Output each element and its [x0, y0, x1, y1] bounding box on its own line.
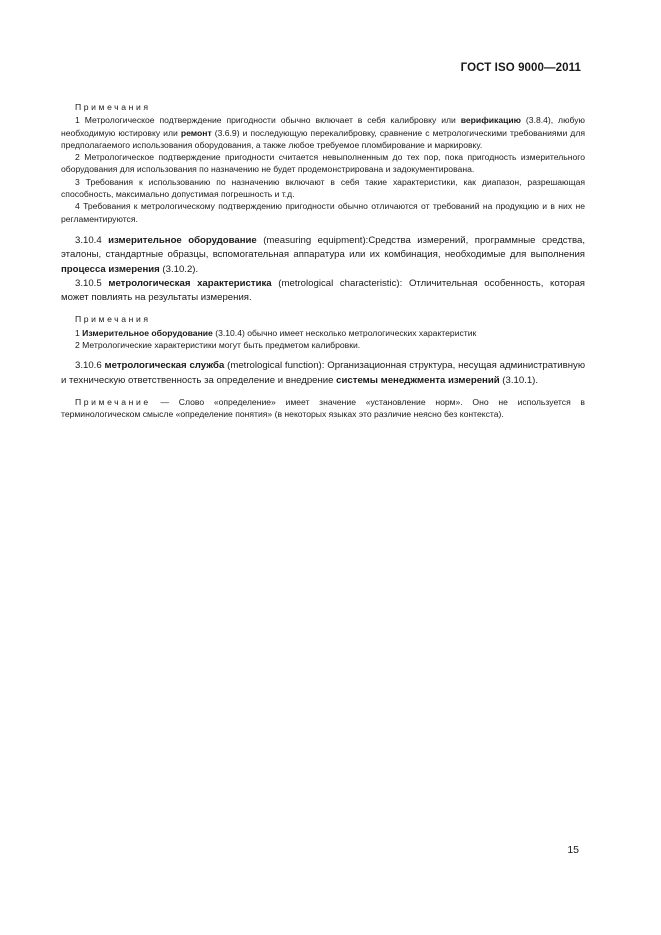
- term-3-10-5: [61, 277, 585, 306]
- term-definition: (3.10.1).: [499, 374, 539, 386]
- term-english: (measuring equipment):: [256, 234, 369, 246]
- term-reference: верификацию: [460, 115, 522, 126]
- note-paragraph-2: 2 Метрологическое подтверждение пригодности считается невыполненным до тех пор, пока пригодность измерительного оборудования для использования по назначению не будет продемонстрирована и задокументирована.: [61, 152, 585, 175]
- term-definition: Средства измерений, программные средства, эталоны, стандартные образцы, вспомогательная аппаратура или их комбинация, необходимые для выполнения: [61, 234, 585, 261]
- term-reference: системы менеджмента измерений: [336, 374, 500, 386]
- page-content: [61, 101, 585, 421]
- term-definition: (3.10.2).: [159, 263, 199, 275]
- term-3-10-4: [61, 234, 585, 277]
- final-note: [61, 396, 585, 421]
- term-english: (metrological characteristic):: [271, 277, 409, 289]
- note-label: Примечание: [75, 396, 151, 407]
- note-text: (3.10.4) обычно имеет несколько метрологических характеристик: [212, 327, 477, 338]
- term-definition: Отличительная особенность, которая может повлиять на результаты измерения.: [61, 277, 585, 304]
- term-english: (metrological function):: [224, 360, 328, 372]
- term-number: 3.10.5: [75, 277, 109, 289]
- term-title: метрологическая служба: [104, 360, 225, 372]
- page-number: 15: [567, 844, 579, 856]
- term-3-10-6: [61, 359, 585, 388]
- note-text: 1: [75, 327, 83, 338]
- note-paragraph-2: 2 Метрологические характеристики могут быть предметом калибровки.: [75, 340, 361, 351]
- notes-block-2: [61, 313, 585, 351]
- note-text: (3.6.9) и последующую перекалибровку, сравнение с метрологическими требованиями для предполагаемого использования оборудования, а также любое требуемое пломбирование и маркировку.: [61, 127, 585, 150]
- note-paragraph-4: 4 Требования к метрологическому подтверждению пригодности обычно отличаются от требований на продукцию и в них не регламентируются.: [61, 201, 585, 224]
- term-reference: ремонт: [180, 127, 212, 138]
- note-text: (3.8.4), любую необходимую юстировку или: [61, 115, 585, 138]
- term-number: 3.10.6: [75, 360, 105, 372]
- notes-block-1: [61, 101, 585, 225]
- notes-title: Примечания: [75, 314, 151, 325]
- term-number: 3.10.4: [75, 234, 109, 246]
- note-paragraph-1: [61, 114, 585, 151]
- term-reference: процесса измерения: [61, 263, 160, 275]
- note-text: 1 Метрологическое подтверждение пригодности обычно включает в себя калибровку или: [75, 115, 461, 126]
- term-definition: Организационная структура, несущая административную и техническую ответственность за определение и внедрение: [61, 360, 586, 386]
- note-text: — Слово «определение» имеет значение «установление норм». Оно не используется в терминологическом смысле «определение понятия» (в некоторых языках это различие неясно без контекста).: [61, 396, 585, 420]
- note-paragraph-3: 3 Требования к использованию по назначению включают в себя такие характеристики, как диапазон, разрешающая способность, максимально допустимая погрешность и т.д.: [61, 176, 585, 200]
- term-reference: Измерительное оборудование: [82, 327, 213, 338]
- notes-title: Примечания: [75, 102, 151, 112]
- term-title: метрологическая характеристика: [108, 277, 272, 289]
- term-title: измерительное оборудование: [108, 234, 257, 246]
- note-paragraph-1: [61, 327, 585, 339]
- document-code-header: ГОСТ ISO 9000—2011: [460, 62, 581, 74]
